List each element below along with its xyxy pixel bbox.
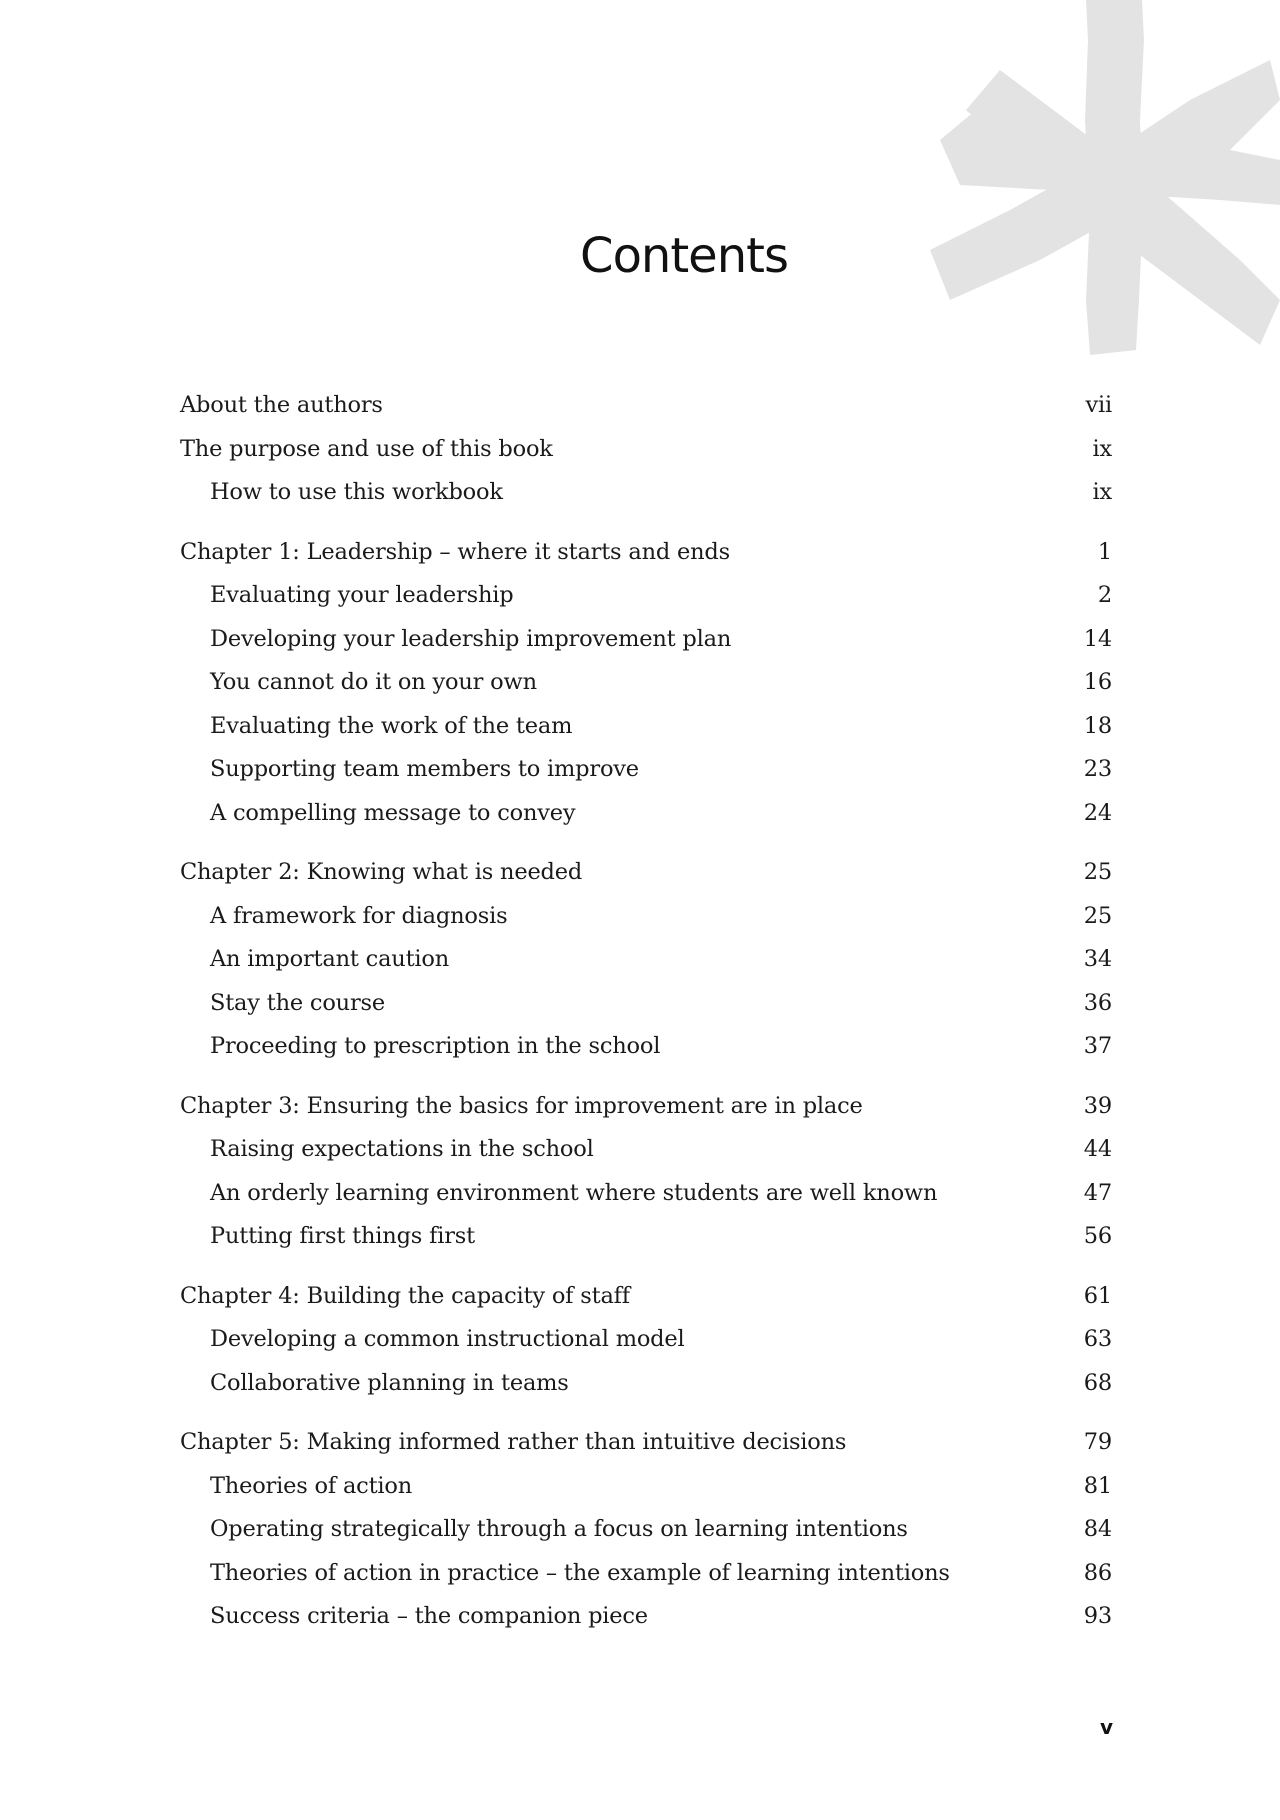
toc-entry-page: ix	[1092, 479, 1112, 505]
toc-entry-label: Chapter 4: Building the capacity of staff	[180, 1282, 630, 1309]
toc-entry-page: ix	[1092, 435, 1112, 462]
toc-entry-label: A compelling message to convey	[210, 799, 576, 826]
toc-entry-page: 1	[1097, 538, 1112, 565]
toc-entry-page: 47	[1083, 1179, 1112, 1206]
toc-entry-page: 56	[1083, 1223, 1112, 1249]
toc-entry	[180, 1429, 1112, 1473]
toc-subentry	[180, 1473, 1112, 1517]
asterisk-icon	[930, 0, 1280, 360]
toc-entry-label: Evaluating the work of the team	[210, 712, 573, 739]
toc-entry-label: Developing your leadership improvement plan	[210, 625, 732, 652]
toc-subentry	[180, 713, 1112, 757]
toc-entry-page: 34	[1083, 946, 1112, 972]
toc-subentry	[180, 800, 1112, 844]
toc-entry-page: 23	[1083, 756, 1112, 782]
toc-subentry	[180, 479, 1112, 523]
toc-entry-page: 18	[1083, 712, 1112, 739]
toc-subentry	[180, 990, 1112, 1034]
toc-entry-label: A framework for diagnosis	[210, 902, 508, 929]
toc-section	[180, 859, 1112, 1077]
toc-entry-label: An important caution	[210, 946, 450, 972]
toc-subentry	[180, 669, 1112, 713]
toc-entry-label: Supporting team members to improve	[210, 756, 639, 782]
toc-entry-label: Theories of action in practice – the example of learning intentions	[210, 1559, 950, 1586]
toc-entry-label: About the authors	[180, 392, 383, 418]
toc-entry-page: 16	[1083, 669, 1112, 695]
toc-entry-page: 61	[1083, 1282, 1112, 1309]
toc-entry	[180, 1093, 1112, 1137]
toc-subentry	[180, 1136, 1112, 1180]
toc-entry-page: 93	[1083, 1603, 1112, 1629]
toc-subentry	[180, 1370, 1112, 1414]
toc-entry	[180, 392, 1112, 436]
toc-entry-label: An orderly learning environment where students are well known	[210, 1179, 938, 1206]
toc-entry-page: vii	[1085, 392, 1112, 418]
toc-entry-label: Theories of action	[210, 1472, 413, 1499]
table-of-contents	[180, 392, 1112, 1663]
toc-section	[180, 1093, 1112, 1267]
toc-entry-label: Developing a common instructional model	[210, 1326, 685, 1352]
toc-entry-page: 37	[1083, 1033, 1112, 1059]
toc-subentry	[180, 1223, 1112, 1267]
toc-entry-label: Chapter 1: Leadership – where it starts and ends	[180, 538, 730, 565]
toc-entry-label: Chapter 5: Making informed rather than intuitive decisions	[180, 1429, 847, 1455]
toc-subentry	[180, 1516, 1112, 1560]
toc-section	[180, 539, 1112, 844]
page-title: Contents	[580, 228, 788, 284]
toc-subentry	[180, 1603, 1112, 1647]
toc-entry-page: 24	[1083, 799, 1112, 826]
toc-subentry	[180, 1180, 1112, 1224]
toc-entry-label: Putting first things first	[210, 1223, 475, 1249]
toc-section	[180, 1283, 1112, 1414]
toc-entry-label: Chapter 2: Knowing what is needed	[180, 859, 583, 885]
toc-subentry	[180, 756, 1112, 800]
toc-entry-page: 79	[1083, 1429, 1112, 1455]
toc-entry-page: 68	[1083, 1369, 1112, 1396]
toc-entry-page: 2	[1097, 582, 1112, 608]
toc-entry-page: 39	[1083, 1092, 1112, 1119]
toc-entry-page: 86	[1083, 1559, 1112, 1586]
toc-entry-label: Success criteria – the companion piece	[210, 1603, 648, 1629]
toc-entry-page: 14	[1083, 625, 1112, 652]
toc-entry	[180, 539, 1112, 583]
toc-entry	[180, 859, 1112, 903]
toc-entry-page: 44	[1083, 1136, 1112, 1162]
toc-entry	[180, 436, 1112, 480]
toc-entry-label: You cannot do it on your own	[210, 669, 537, 695]
toc-entry-label: Evaluating your leadership	[210, 582, 514, 608]
toc-entry-page: 25	[1083, 859, 1112, 885]
toc-subentry	[180, 903, 1112, 947]
toc-subentry	[180, 1560, 1112, 1604]
toc-entry-label: Collaborative planning in teams	[210, 1369, 569, 1396]
toc-subentry	[180, 946, 1112, 990]
toc-entry-page: 81	[1083, 1472, 1112, 1499]
toc-subentry	[180, 626, 1112, 670]
toc-entry-label: The purpose and use of this book	[180, 435, 553, 462]
toc-entry-label: Stay the course	[210, 989, 385, 1016]
toc-entry-page: 84	[1083, 1516, 1112, 1542]
page-number: v	[1100, 1715, 1114, 1739]
toc-entry-page: 63	[1083, 1326, 1112, 1352]
toc-subentry	[180, 582, 1112, 626]
toc-entry-page: 36	[1083, 989, 1112, 1016]
toc-section	[180, 392, 1112, 523]
toc-entry-label: Raising expectations in the school	[210, 1136, 594, 1162]
toc-entry-label: Chapter 3: Ensuring the basics for improvement are in place	[180, 1092, 863, 1119]
toc-subentry	[180, 1326, 1112, 1370]
toc-entry-label: How to use this workbook	[210, 479, 503, 505]
toc-section	[180, 1429, 1112, 1647]
toc-subentry	[180, 1033, 1112, 1077]
toc-entry	[180, 1283, 1112, 1327]
toc-entry-label: Operating strategically through a focus on learning intentions	[210, 1516, 908, 1542]
toc-entry-label: Proceeding to prescription in the school	[210, 1033, 661, 1059]
toc-entry-page: 25	[1083, 902, 1112, 929]
